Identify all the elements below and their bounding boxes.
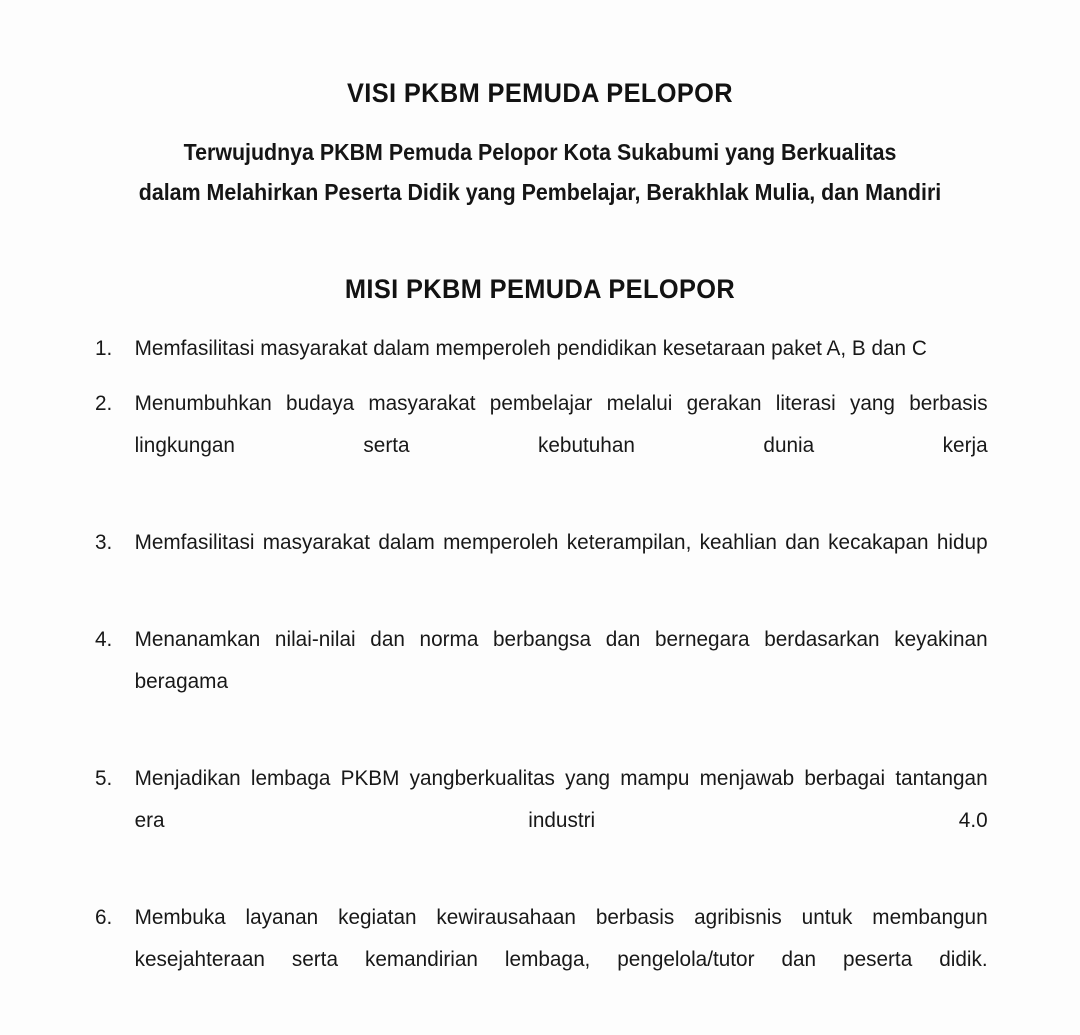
misi-list-item [95, 521, 988, 605]
misi-item-text: Memfasilitasi masyarakat dalam memperoleh keterampilan, keahlian dan kecakapan hidup [134, 530, 988, 554]
misi-item-text: Memfasilitasi masyarakat dalam memperoleh pendidikan kesetaraan paket A, B dan C [134, 336, 927, 360]
visi-statement [103, 132, 977, 212]
misi-list-item [95, 618, 988, 744]
visi-heading: VISI PKBM PEMUDA PELOPOR [346, 78, 734, 108]
misi-item-number: 2. [95, 391, 113, 415]
misi-item-text: Menumbuhkan budaya masyarakat pembelajar melalui gerakan literasi yang berbasis lingkungan serta kebutuhan dunia kerja [134, 391, 988, 457]
visi-statement-line-2: dalam Melahirkan Peserta Didik yang Pembelajar, Berakhlak Mulia, dan Mandiri [138, 179, 942, 205]
misi-item-number: 1. [95, 336, 113, 360]
misi-item-number: 6. [95, 905, 113, 929]
visi-statement-line-1: Terwujudnya PKBM Pemuda Pelopor Kota Sukabumi yang Berkualitas [183, 139, 897, 165]
misi-list-item [95, 327, 988, 369]
misi-item-text: Menjadikan lembaga PKBM yangberkualitas yang mampu menjawab berbagai tantangan era industri 4.0 [134, 766, 988, 832]
misi-list-item [95, 896, 988, 1022]
misi-item-number: 3. [95, 530, 113, 554]
misi-item-number: 5. [95, 766, 113, 790]
misi-item-text: Membuka layanan kegiatan kewirausahaan berbasis agribisnis untuk membangun kesejahteraan serta kemandirian lembaga, pengelola/tutor dan peserta didik. [134, 905, 988, 971]
misi-list [95, 327, 988, 1035]
misi-heading: MISI PKBM PEMUDA PELOPOR [344, 274, 736, 304]
misi-list-item [95, 382, 988, 508]
misi-item-number: 4. [95, 627, 113, 651]
misi-item-text: Menanamkan nilai-nilai dan norma berbangsa dan bernegara berdasarkan keyakinan beragama [134, 627, 988, 693]
misi-list-item [95, 757, 988, 883]
